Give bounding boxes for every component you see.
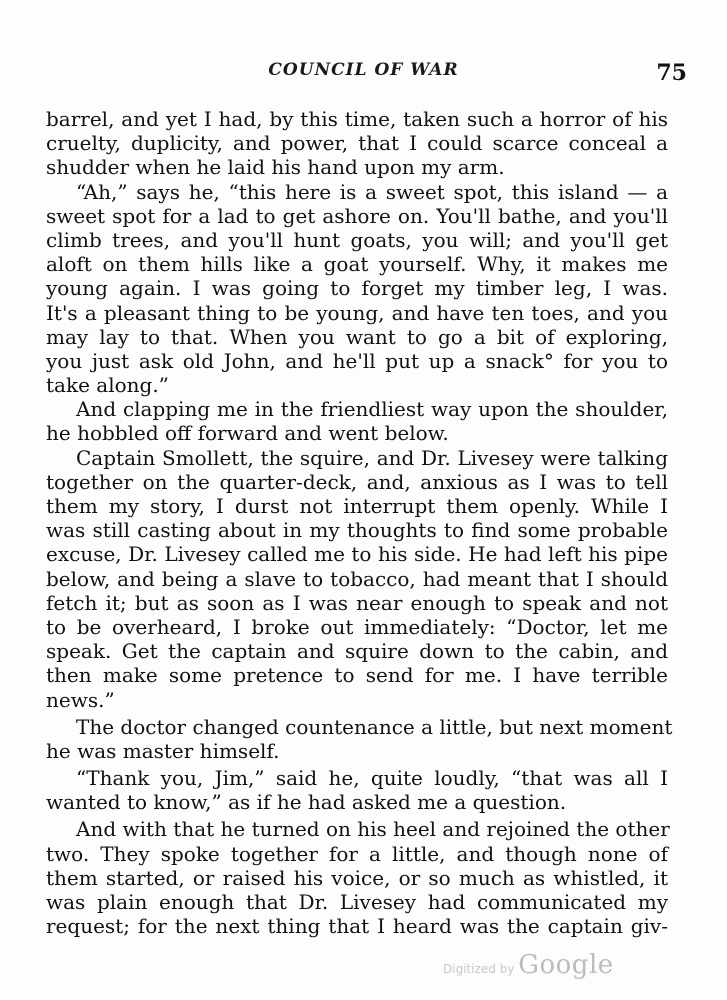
text-line: barrel, and yet I had, by this time, taken such a horror of his xyxy=(46,107,668,131)
text-line: climb trees, and you'll hunt goats, you will; and you'll get xyxy=(46,227,668,252)
running-title: COUNCIL OF WAR xyxy=(268,60,459,80)
text-line: shudder when he laid his hand upon my arm. xyxy=(46,155,505,180)
text-line: to be overheard, I broke out immediately: “Doctor, let me xyxy=(46,614,668,639)
watermark-prefix: Digitized by xyxy=(443,962,515,976)
text-line: young again. I was going to forget my timber leg, I was. xyxy=(46,276,668,301)
text-line: cruelty, duplicity, and power, that I could scarce conceal a xyxy=(46,131,668,156)
text-line: them started, or raised his voice, or so much as whistled, it xyxy=(46,865,668,890)
text-line: It's a pleasant thing to be young, and have ten toes, and you xyxy=(46,300,668,325)
text-line: excuse, Dr. Livesey called me to his side. He had left his pipe xyxy=(46,542,668,567)
text-line: below, and being a slave to tobacco, had meant that I should xyxy=(46,566,668,591)
text-line: was plain enough that Dr. Livesey had communicated my xyxy=(46,890,668,914)
text-line: sweet spot for a lad to get ashore on. You'll bathe, and you'll xyxy=(46,203,668,228)
text-line: two. They spoke together for a little, and though none of xyxy=(46,841,668,866)
text-line: fetch it; but as soon as I was near enough to speak and not xyxy=(46,590,668,615)
running-head xyxy=(40,60,687,88)
text-line: them my story, I durst not interrupt them openly. While I xyxy=(46,494,668,518)
text-line: aloft on them hills like a goat yourself. Why, it makes me xyxy=(46,252,668,277)
text-line: wanted to know,” as if he had asked me a question. xyxy=(46,790,567,815)
text-line: “Thank you, Jim,” said he, quite loudly, “that was all I xyxy=(76,766,668,791)
text-line: news.” xyxy=(46,687,115,712)
text-line: he hobbled off forward and went below. xyxy=(46,421,449,446)
text-line: you just ask old John, and he'll put up a snack° for you to xyxy=(46,348,668,373)
text-line: “Ah,” says he, “this here is a sweet spot, this island — a xyxy=(76,179,668,204)
text-line: together on the quarter-deck, and, anxious as I was to tell xyxy=(46,469,668,494)
text-line: then make some pretence to send for me. I have terrible xyxy=(46,663,668,688)
text-line: take along.” xyxy=(46,373,169,398)
text-line: The doctor changed countenance a little, but next moment xyxy=(76,714,673,739)
body-text xyxy=(46,107,673,939)
text-line: speak. Get the captain and squire down to the cabin, and xyxy=(46,639,668,664)
page-number: 75 xyxy=(656,60,687,86)
digitized-by-google-watermark xyxy=(443,950,614,980)
text-line: Captain Smollett, the squire, and Dr. Livesey were talking xyxy=(76,445,668,470)
text-line: was still casting about in my thoughts to find some probable xyxy=(46,518,668,543)
text-line: And clapping me in the friendliest way upon the shoulder, xyxy=(76,397,668,422)
text-line: may lay to that. When you want to go a bit of exploring, xyxy=(46,324,668,349)
text-line: And with that he turned on his heel and rejoined the other xyxy=(76,817,670,842)
google-logo: Google xyxy=(518,950,614,980)
text-line: he was master himself. xyxy=(46,738,280,763)
text-line: request; for the next thing that I heard was the captain giv- xyxy=(46,914,668,939)
